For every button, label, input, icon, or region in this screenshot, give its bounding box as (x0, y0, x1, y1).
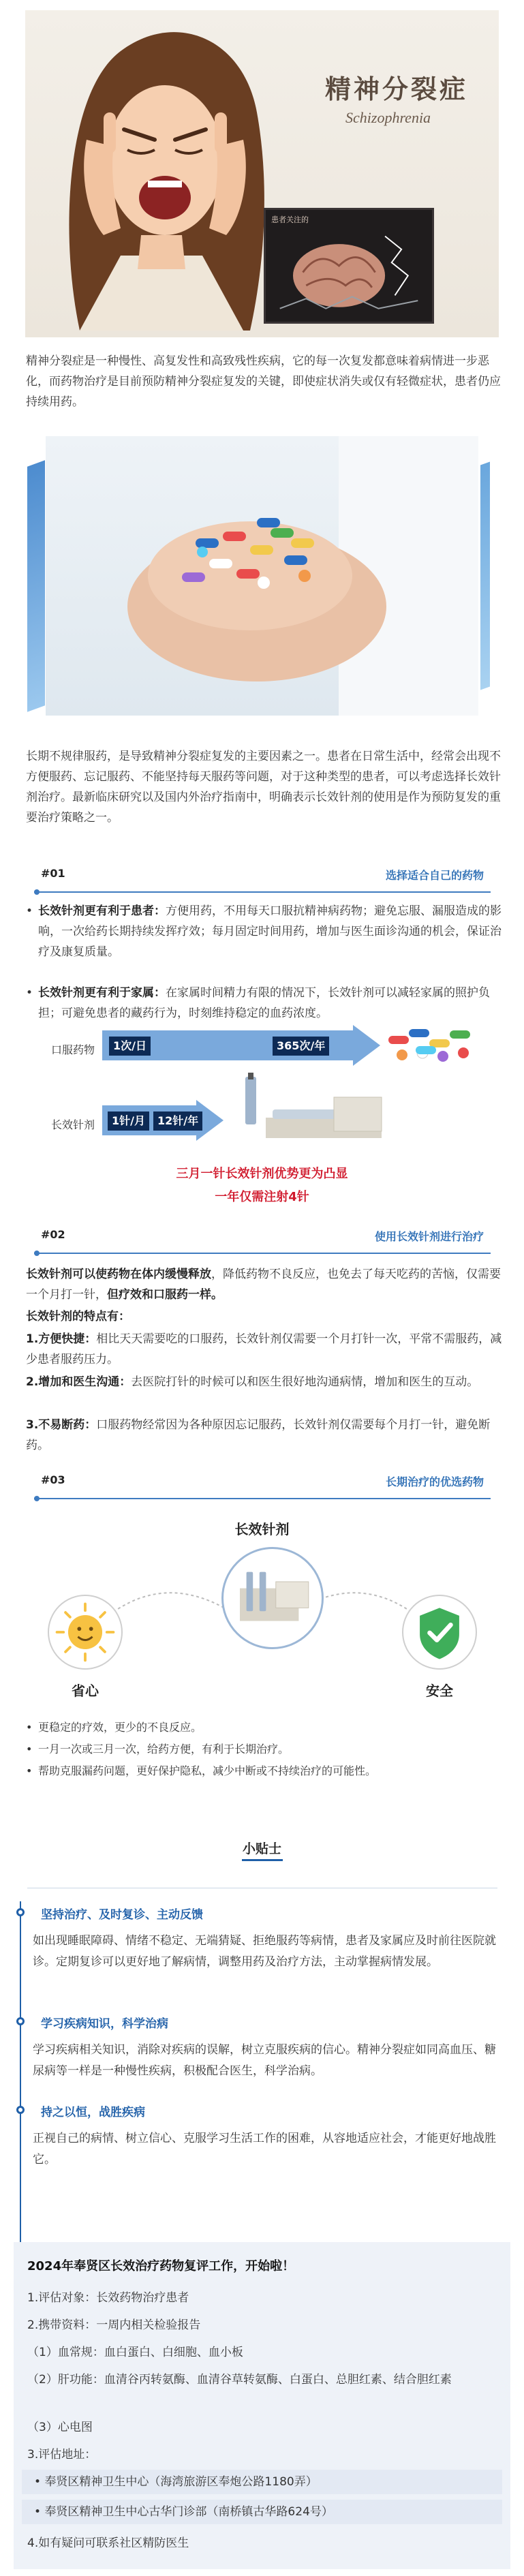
syringe-box-icon (224, 1549, 322, 1647)
section-title: 长期治疗的优选药物 (385, 1475, 484, 1488)
tip-text: 学习疾病相关知识，消除对疾病的误解，树立克服疾病的信心。精神分裂症如同高血压、糖尿病等一样是一种慢性疾病，积极配合医生，科学治病。 (33, 2043, 496, 2078)
left-label: 省心 (72, 1683, 99, 1699)
brain-illustration-panel (264, 208, 434, 324)
section-2-header (34, 1227, 491, 1254)
panel-label: 患者关注的 (271, 215, 309, 224)
list-item: • 更稳定的疗效，更少的不良反应。 (26, 1717, 506, 1738)
hero-subtitle: Schizophrenia (345, 109, 431, 126)
tips-title: 小贴士 (242, 1841, 281, 1856)
item-text: 方便用药，不用每天口服抗精神病药物；避免忘服、漏服造成的影响，一次给药长期持续发挥疗效；每月固定时间用药，增加与医生面诊沟通的机会，保证治疗及康复质量。 (38, 904, 502, 959)
feature-bold: 2.增加和医生沟通： (26, 1375, 132, 1389)
feature-item (26, 1415, 503, 1456)
item-bold: 长效针剂更有利于家属： (38, 986, 166, 1000)
info-line: 1.评估对象：长效药物治疗患者 (27, 2291, 189, 2305)
address-text: 奉贤区精神卫生中心古华门诊部（南桥镇古华路624号） (44, 2505, 333, 2519)
feature-bold: 1.方便快捷： (26, 1332, 97, 1346)
screaming-woman-illustration (39, 10, 298, 337)
info-line: 2.携带资料：一周内相关检验报告 (27, 2318, 201, 2332)
info-title: 2024年奉贤区长效治疗药物复评工作，开始啦！ (27, 2259, 295, 2273)
header-dot (34, 1496, 40, 1501)
list-item: • 一月一次或三月一次，给药方便，有利于长期治疗。 (26, 1739, 506, 1760)
info-line: 4.如有疑问可联系社区精防医生 (27, 2536, 189, 2550)
oral-tag-daily: 1次/日 (109, 1037, 151, 1056)
section-number: #02 (41, 1228, 65, 1241)
item-bold: 长效针剂更有利于患者： (38, 904, 166, 918)
info-line: （1）血常规：血白蛋白、白细胞、血小板 (27, 2346, 243, 2359)
tip-text: 如出现睡眠障碍、情绪不稳定、无端猜疑、拒绝服药等病情，患者及家属应及时前往医院就诊。定期复诊可以更好地了解病情，调整用药及治疗方法，主动掌握病情发展。 (33, 1934, 496, 1969)
lead-text: ，降低药物不良反应，也免去了每天吃药的苦恼，仅需要一个月打一针， (26, 1268, 501, 1302)
header-dot (34, 889, 40, 895)
section-title: 选择适合自己的药物 (385, 869, 484, 882)
list-item: • 帮助克服漏药问题，更好保护隐私，减少中断或不持续治疗的可能性。 (26, 1761, 506, 1781)
decorative-stripe (480, 461, 490, 690)
oral-arrow-head (353, 1025, 380, 1066)
address-2: • 奉贤区精神卫生中心古华门诊部（南桥镇古华路624号） (34, 2505, 333, 2519)
lai-tag-monthly: 1针/月 (108, 1111, 149, 1131)
tip-heading: 学习疾病知识，科学治病 (41, 2017, 168, 2031)
feature-bold: 3.不易断药： (26, 1418, 97, 1432)
header-dot (34, 1251, 40, 1256)
feature-text: 去医院打针的时候可以和医生很好地沟通病情，增加和医生的互动。 (131, 1375, 479, 1389)
feature-item (26, 1372, 503, 1392)
decorative-stripe (27, 460, 45, 711)
section-2-lead (26, 1264, 503, 1305)
tip-heading: 持之以恒，战胜疾病 (41, 2106, 145, 2119)
feature-text: 口服药物经常因为各种原因忘记服药，长效针剂仅需要每个月打一针，避免断药。 (26, 1418, 491, 1452)
section-3-header (34, 1472, 491, 1499)
info-line: 3.评估地址： (27, 2448, 97, 2462)
lai-tag-yearly: 12针/年 (153, 1111, 202, 1131)
list-item (26, 901, 506, 962)
pills-pile-icon (382, 1015, 484, 1070)
lead-bold-2: 但疗效和口服药一样。 (107, 1288, 223, 1302)
hero-title: 精神分裂症 (325, 74, 469, 104)
section-number: #03 (41, 1473, 65, 1486)
lai-label: 长效针剂 (51, 1118, 95, 1131)
features-heading: 长效针剂的特点有： (26, 1310, 130, 1323)
hero-illustration (25, 10, 499, 337)
evaluation-info-box (14, 2242, 510, 2569)
timeline-dot (16, 2017, 25, 2025)
injection-kit-icon (225, 1070, 402, 1145)
intro-paragraph: 精神分裂症是一种慢性、高复发性和高致残性疾病，它的每一次复发都意味着病情进一步恶化，而药物治疗是目前预防精神分裂症复发的关键，即使症状消失或仅有轻微症状，患者仍应持续用药。 (26, 354, 501, 409)
item-text: 在家属时间精力有限的情况下，长效针剂可以减轻家属的照护负担；可避免患者的藏药行为，时刻维持稳定的血药浓度。 (38, 986, 490, 1020)
timeline-dot (16, 2106, 25, 2114)
feature-text: 相比天天需要吃的口服药，长效针剂仅需要一个月打针一次，平常不需服药，减少患者服药压力。 (26, 1332, 502, 1366)
shield-check-icon (403, 1596, 476, 1668)
right-label: 安全 (426, 1683, 453, 1699)
address-text: 奉贤区精神卫生中心（海湾旅游区奉炮公路1180弄） (44, 2475, 318, 2489)
feature-item (26, 1329, 503, 1370)
sun-circle (48, 1595, 123, 1670)
section-1-header (34, 865, 491, 893)
timeline-dot (16, 1908, 25, 1916)
section-title: 使用长效针剂进行治疗 (374, 1230, 484, 1243)
highlight-text-1: 三月一针长效针剂优势更为凸显 (176, 1167, 348, 1181)
oral-tag-yearly: 365次/年 (273, 1037, 329, 1056)
brain-icon (266, 210, 432, 322)
pills-icon (46, 436, 478, 716)
info-line: （2）肝功能：血清谷丙转氨酶、血清谷草转氨酶、白蛋白、总胆红素、结合胆红素 (27, 2373, 452, 2387)
section-number: #01 (41, 867, 65, 880)
lead-bold: 长效针剂可以使药物在体内缓慢释放 (26, 1268, 211, 1281)
highlight-text-2: 一年仅需注射4针 (215, 1190, 309, 1204)
address-1: • 奉贤区精神卫生中心（海湾旅游区奉炮公路1180弄） (34, 2475, 318, 2489)
oral-label: 口服药物 (51, 1043, 95, 1056)
tips-timeline (20, 1901, 21, 2242)
smiling-sun-icon (49, 1596, 121, 1668)
paragraph-2: 长期不规律服药，是导致精神分裂症复发的主要因素之一。患者在日常生活中，经常会出现不方便服药、忘记服药、不能坚持每天服药等问题，对于这种类型的患者，可以考虑选择长效针剂治疗。最新临床研究以及国内外治疗指南中，明确表示长效针剂的使用是作为预防复发的重要治疗策略之一。 (26, 750, 501, 825)
tip-heading: 坚持治疗、及时复诊、主动反馈 (41, 1908, 203, 1922)
pills-in-hands-photo (46, 436, 478, 716)
tip-text: 正视自己的病情、树立信心、克服学习生活工作的困难，从容地适应社会，才能更好地战胜它。 (33, 2132, 496, 2166)
tips-title-underline (242, 1859, 283, 1861)
info-line: （3）心电图 (27, 2421, 93, 2434)
shield-circle (402, 1595, 477, 1670)
lai-product-circle (221, 1547, 324, 1649)
center-label: 长效针剂 (234, 1521, 290, 1537)
